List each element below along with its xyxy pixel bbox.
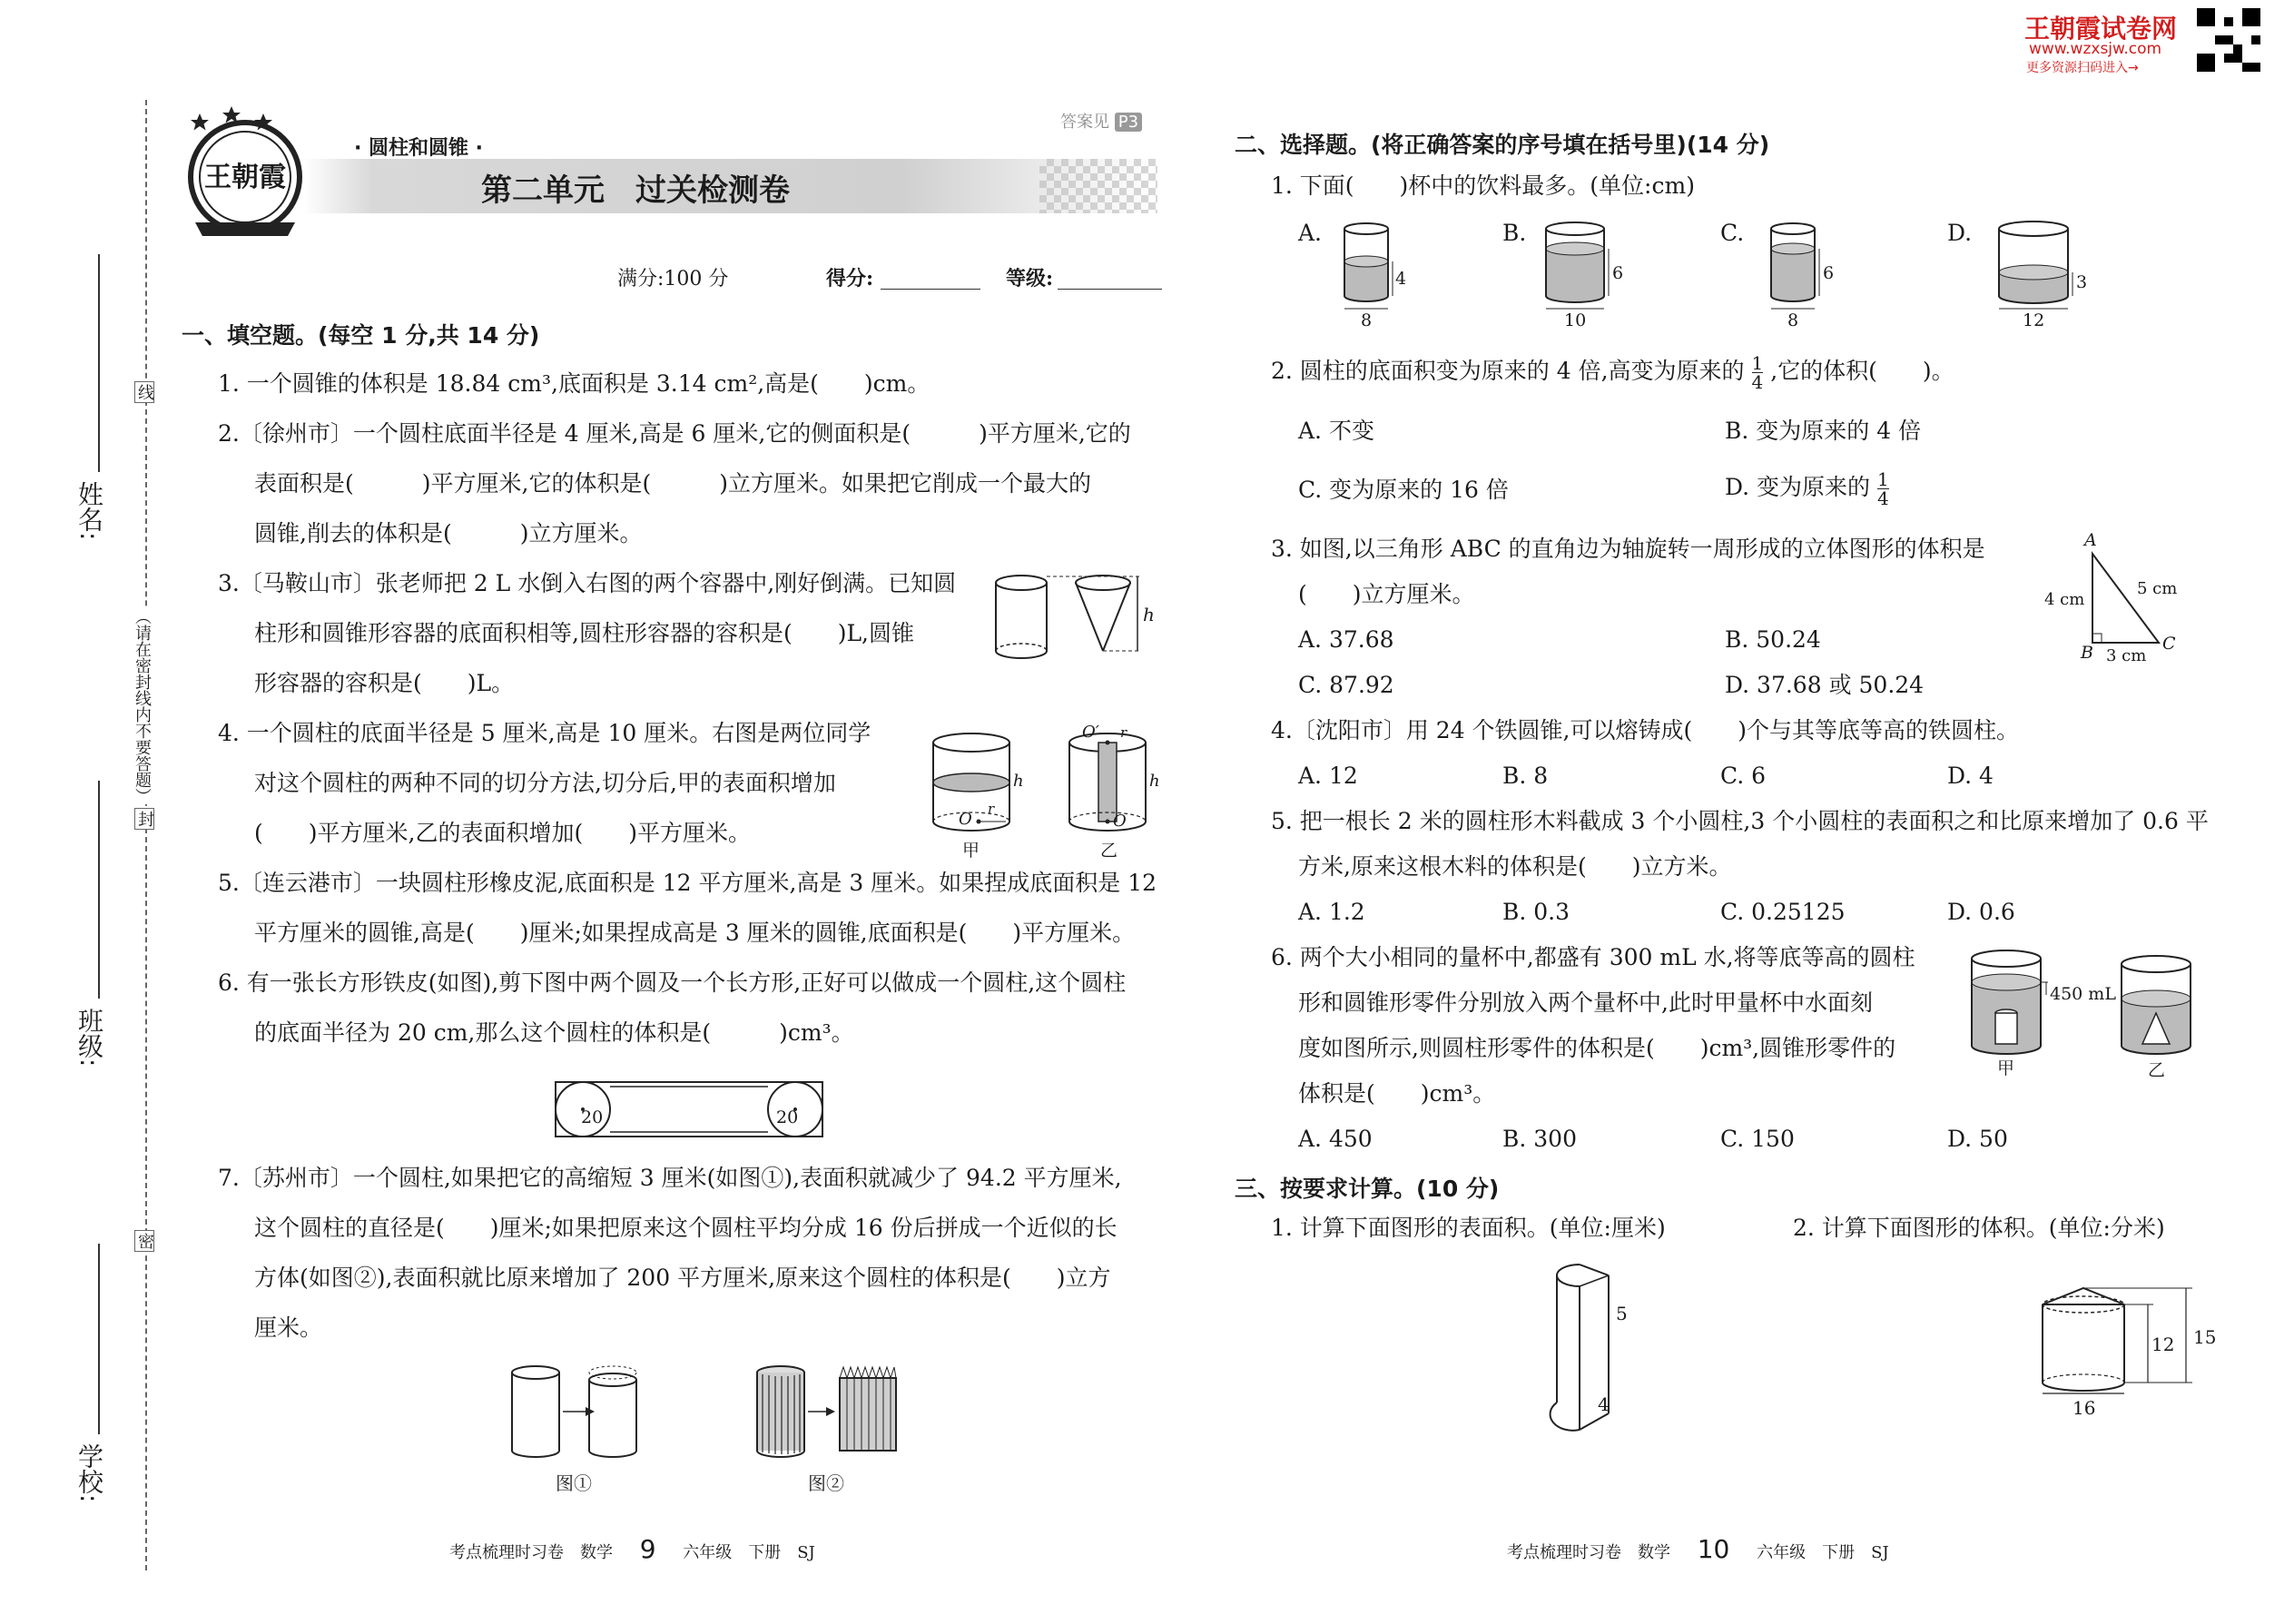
s2-q6-opt-c[interactable]: C. 150 bbox=[1720, 1126, 1795, 1152]
s2-q6-line3: 度如图所示,则圆柱形零件的体积是( )cm³,圆锥形零件的 bbox=[1298, 1035, 1896, 1061]
s1-q6-line1: 6. 有一张长方形铁皮(如图),剪下图中两个圆及一个长方形,正好可以做成一个圆柱,这个圆柱 bbox=[218, 969, 1127, 996]
qr-code[interactable] bbox=[2197, 7, 2260, 73]
binding-mark-seal: 封 bbox=[134, 808, 154, 830]
s2-q2-text-b: ,它的体积( )。 bbox=[1770, 358, 1954, 384]
s2-q1-opt-c[interactable]: C. bbox=[1720, 220, 1745, 246]
s1-q3-line2: 柱形和圆锥形容器的底面积相等,圆柱形容器的容积是( )L,圆锥 bbox=[254, 620, 915, 646]
cup-c-height: 6 bbox=[1823, 263, 1835, 283]
binding-mark-line: 线 bbox=[134, 381, 154, 403]
footer-left bbox=[449, 1534, 815, 1564]
class-label: 班级: bbox=[74, 1008, 104, 1068]
s2-q4-opt-d[interactable]: D. 4 bbox=[1947, 763, 1994, 789]
s1-q2-line1: 2.〔徐州市〕一个圆柱底面半径是 4 厘米,高是 6 厘米,它的侧面积是( )平方厘米,它的 bbox=[218, 420, 1131, 447]
s2-q6-line2: 形和圆锥形零件分别放入两个量杯中,此时甲量杯中水面刻 bbox=[1298, 989, 1873, 1016]
binding-dashed-line bbox=[145, 100, 147, 1570]
s2-q5-opt-c[interactable]: C. 0.25125 bbox=[1720, 899, 1846, 925]
tri-ab: 4 cm bbox=[2044, 590, 2085, 609]
tri-B: B bbox=[2081, 643, 2093, 663]
s3-f2-total-height: 15 bbox=[2193, 1326, 2217, 1348]
cup-d-width: 12 bbox=[2023, 310, 2045, 330]
brand-tagline: 更多资源扫码进入→ bbox=[2026, 61, 2139, 75]
s2-q5-opt-b[interactable]: B. 0.3 bbox=[1502, 899, 1570, 925]
q4-h-jia: h bbox=[1013, 772, 1024, 791]
q3-h-label: h bbox=[1143, 604, 1155, 625]
s2-q2-text-a: 2. 圆柱的底面积变为原来的 4 倍,高变为原来的 bbox=[1271, 358, 1745, 384]
q6-jia-label: 甲 bbox=[1997, 1058, 2015, 1078]
cup-b-width: 10 bbox=[1564, 310, 1587, 330]
tri-C: C bbox=[2162, 634, 2176, 654]
s2-q6-opt-d[interactable]: D. 50 bbox=[1947, 1126, 2008, 1152]
s2-q4-opt-b[interactable]: B. 8 bbox=[1502, 763, 1549, 789]
s2-q1-opt-b[interactable]: B. bbox=[1502, 220, 1527, 246]
s1-q7-line4: 厘米。 bbox=[254, 1314, 323, 1341]
q7-figure-2 bbox=[753, 1362, 908, 1498]
section3-title: 三、按要求计算。(10 分) bbox=[1235, 1176, 1500, 1202]
footer-right-series: 考点梳理时习卷 数学 bbox=[1507, 1543, 1670, 1562]
q4-o-yi: O bbox=[1113, 812, 1127, 831]
cup-d-height: 3 bbox=[2076, 272, 2088, 292]
s2-q2 bbox=[1271, 354, 1954, 391]
s2-q1-options bbox=[1298, 216, 2088, 334]
s3-f1-height: 5 bbox=[1616, 1303, 1628, 1324]
s2-q3-opt-a[interactable]: A. 37.68 bbox=[1298, 626, 1394, 653]
s2-q4: 4.〔沈阳市〕用 24 个铁圆锥,可以熔铸成( )个与其等底等高的铁圆柱。 bbox=[1271, 717, 2020, 743]
q3-figure bbox=[985, 567, 1157, 667]
section1-title: 一、填空题。(每空 1 分,共 14 分) bbox=[182, 322, 540, 349]
s2-q3-triangle bbox=[2044, 530, 2188, 667]
s3-figure-1 bbox=[1543, 1257, 1652, 1439]
s3-f1-diameter: 4 bbox=[1598, 1393, 1610, 1415]
q7-fig2-caption: 图② bbox=[808, 1472, 844, 1494]
s2-q2-opt-a[interactable]: A. 不变 bbox=[1298, 418, 1374, 444]
s2-q5-opt-d[interactable]: D. 0.6 bbox=[1947, 899, 2015, 925]
s1-q2-line2: 表面积是( )平方厘米,它的体积是( )立方厘米。如果把它削成一个最大的 bbox=[254, 470, 1091, 497]
frac-den: 4 bbox=[1751, 371, 1764, 393]
cup-a-height: 4 bbox=[1395, 269, 1407, 289]
grade-label: 等级: bbox=[1006, 267, 1054, 290]
cup-b-height: 6 bbox=[1612, 263, 1624, 283]
school-blank-line[interactable] bbox=[98, 1244, 100, 1434]
s1-q4-line2: 对这个圆柱的两种不同的切分方法,切分后,甲的表面积增加 bbox=[254, 770, 836, 796]
checker-pattern bbox=[1039, 159, 1157, 213]
s2-q3-line2: ( )立方厘米。 bbox=[1298, 581, 1475, 607]
s2-q3-opt-c[interactable]: C. 87.92 bbox=[1298, 672, 1394, 698]
q4-r-jia: r bbox=[988, 801, 995, 817]
q4-o-jia: O bbox=[959, 810, 972, 829]
footer-right-page: 10 bbox=[1697, 1534, 1730, 1564]
s1-q7-line3: 方体(如图②),表面积就比原来增加了 200 平方厘米,原来这个圆柱的体积是( )立方 bbox=[254, 1265, 1111, 1291]
s2-q2-opt-c[interactable]: C. 变为原来的 16 倍 bbox=[1298, 477, 1509, 503]
footer-right bbox=[1507, 1534, 1889, 1564]
s2-q1-opt-d[interactable]: D. bbox=[1947, 220, 1973, 246]
q4-o2-yi: O′ bbox=[1082, 723, 1099, 742]
s2-q5-opt-a[interactable]: A. 1.2 bbox=[1298, 899, 1365, 925]
full-score: 满分:100 分 bbox=[617, 268, 729, 290]
s3-f2-diameter: 16 bbox=[2072, 1397, 2096, 1419]
s3-q2: 2. 计算下面图形的体积。(单位:分米) bbox=[1793, 1215, 2165, 1241]
q4-figure bbox=[926, 723, 1171, 862]
logo-badge bbox=[177, 104, 313, 241]
s2-q5-line2: 方米,原来这根木料的体积是( )立方米。 bbox=[1298, 853, 1732, 880]
topic-label: · 圆柱和圆锥 · bbox=[354, 137, 484, 160]
q7-fig1-caption: 图① bbox=[556, 1472, 592, 1494]
answer-ref-text: 答案见 bbox=[1060, 113, 1109, 132]
tri-A: A bbox=[2084, 530, 2097, 550]
footer-left-series: 考点梳理时习卷 数学 bbox=[449, 1543, 613, 1562]
s3-figure-2 bbox=[2033, 1275, 2233, 1421]
q4-yi-label: 乙 bbox=[1100, 841, 1118, 861]
s2-q3-line1: 3. 如图,以三角形 ABC 的直角边为轴旋转一周形成的立体图形的体积是 bbox=[1271, 536, 1985, 562]
binding-mark-secret: 密 bbox=[134, 1230, 154, 1252]
s1-q3-line1: 3.〔马鞍山市〕张老师把 2 L 水倒入右图的两个容器中,刚好倒满。已知圆 bbox=[218, 570, 957, 596]
frac-den-d: 4 bbox=[1877, 487, 1889, 509]
name-label: 姓名: bbox=[74, 481, 104, 541]
s2-q6-line1: 6. 两个大小相同的量杯中,都盛有 300 mL 水,将等底等高的圆柱 bbox=[1271, 944, 1915, 970]
s2-q1-opt-a[interactable]: A. bbox=[1298, 220, 1323, 246]
q6-450ml-label: 450 mL bbox=[2050, 984, 2116, 1004]
q4-h-yi: h bbox=[1149, 772, 1160, 791]
s2-q3-opt-d[interactable]: D. 37.68 或 50.24 bbox=[1725, 672, 1925, 698]
q6-figure bbox=[554, 1080, 826, 1139]
footer-right-grade: 六年级 下册 SJ bbox=[1757, 1543, 1889, 1562]
s2-q2-fraction bbox=[1752, 354, 1764, 391]
s2-q1: 1. 下面( )杯中的饮料最多。(单位:cm) bbox=[1271, 172, 1695, 199]
s2-q6-opt-a[interactable]: A. 450 bbox=[1298, 1126, 1373, 1152]
s2-q4-opt-c[interactable]: C. 6 bbox=[1720, 763, 1767, 789]
q4-r-yi: r bbox=[1120, 724, 1127, 741]
s1-q4-line3: ( )平方厘米,乙的表面积增加( )平方厘米。 bbox=[254, 820, 751, 846]
brand-url: www.wzxsjw.com bbox=[2029, 40, 2162, 58]
q6-radius-left: 20 bbox=[581, 1107, 604, 1127]
q7-figure-1 bbox=[508, 1362, 654, 1498]
s2-q4-opt-a[interactable]: A. 12 bbox=[1298, 763, 1358, 789]
s2-q6-opt-b[interactable]: B. 300 bbox=[1502, 1126, 1577, 1152]
s2-q1-cups bbox=[1298, 216, 2079, 330]
grade-blank[interactable] bbox=[1058, 289, 1162, 290]
s2-q3-opt-b[interactable]: B. 50.24 bbox=[1725, 626, 1821, 653]
s1-q7-line1: 7.〔苏州市〕一个圆柱,如果把它的高缩短 3 厘米(如图①),表面积就减少了 94.2 平方厘米, bbox=[218, 1165, 1122, 1191]
s3-f2-cyl-height: 12 bbox=[2151, 1334, 2175, 1355]
score-blank[interactable] bbox=[881, 289, 980, 290]
tri-ac: 5 cm bbox=[2137, 579, 2178, 598]
school-label: 学校: bbox=[74, 1443, 104, 1503]
q6-yi-label: 乙 bbox=[2148, 1060, 2166, 1080]
cup-c-width: 8 bbox=[1787, 310, 1799, 330]
s2-q2-opt-b[interactable]: B. 变为原来的 4 倍 bbox=[1725, 418, 1922, 444]
s1-q5-line1: 5.〔连云港市〕一块圆柱形橡皮泥,底面积是 12 平方厘米,高是 3 厘米。如果捏成底面积是 12 bbox=[218, 870, 1157, 896]
s2-q6-figure bbox=[1961, 944, 2215, 1080]
footer-left-grade: 六年级 下册 SJ bbox=[683, 1543, 815, 1562]
binding-note: （请在密封线内不要答题） bbox=[133, 608, 152, 804]
logo-text: 王朝霞 bbox=[204, 162, 286, 193]
brand-name: 王朝霞试卷网 bbox=[2024, 14, 2178, 44]
q4-jia-label: 甲 bbox=[962, 841, 980, 861]
s3-q1: 1. 计算下面图形的表面积。(单位:厘米) bbox=[1271, 1215, 1666, 1241]
answer-ref bbox=[1060, 109, 1142, 133]
binding-margin bbox=[54, 91, 163, 1580]
s2-q2-opt-d-fraction bbox=[1877, 470, 1889, 507]
answer-ref-page: P3 bbox=[1115, 113, 1142, 132]
q6-radius-right: 20 bbox=[776, 1107, 799, 1127]
s2-q2-opt-d-text: D. 变为原来的 bbox=[1725, 474, 1871, 500]
s1-q6-line2: 的底面半径为 20 cm,那么这个圆柱的体积是( )cm³。 bbox=[254, 1019, 854, 1046]
s1-q7-line2: 这个圆柱的直径是( )厘米;如果把原来这个圆柱平均分成 16 份后拼成一个近似的长 bbox=[254, 1215, 1117, 1241]
frac-num-d: 1 bbox=[1877, 468, 1889, 490]
tri-bc: 3 cm bbox=[2106, 646, 2147, 665]
s1-q2-line3: 圆锥,削去的体积是( )立方厘米。 bbox=[254, 520, 643, 546]
s1-q3-line3: 形容器的容积是( )L。 bbox=[254, 670, 515, 696]
name-blank-line[interactable] bbox=[98, 254, 100, 472]
frac-num: 1 bbox=[1751, 352, 1764, 374]
cup-a-width: 8 bbox=[1361, 310, 1373, 330]
s1-q1: 1. 一个圆锥的体积是 18.84 cm³,底面积是 3.14 cm²,高是( )cm。 bbox=[218, 370, 930, 397]
page-title: 第二单元 过关检测卷 bbox=[481, 172, 790, 209]
section2-title: 二、选择题。(将正确答案的序号填在括号里)(14 分) bbox=[1235, 132, 1770, 158]
class-blank-line[interactable] bbox=[98, 781, 100, 999]
s1-q4-line1: 4. 一个圆柱的底面半径是 5 厘米,高是 10 厘米。右图是两位同学 bbox=[218, 720, 871, 746]
s2-q2-opt-d[interactable] bbox=[1725, 470, 1889, 507]
s2-q6-line4: 体积是( )cm³。 bbox=[1298, 1080, 1496, 1107]
s1-q5-line2: 平方厘米的圆锥,高是( )厘米;如果捏成高是 3 厘米的圆锥,底面积是( )平方厘米。 bbox=[254, 920, 1136, 946]
footer-left-page: 9 bbox=[639, 1534, 656, 1564]
s2-q5-line1: 5. 把一根长 2 米的圆柱形木料截成 3 个小圆柱,3 个小圆柱的表面积之和比原来增加了 0.6 平 bbox=[1271, 808, 2209, 834]
score-label: 得分: bbox=[826, 267, 874, 290]
